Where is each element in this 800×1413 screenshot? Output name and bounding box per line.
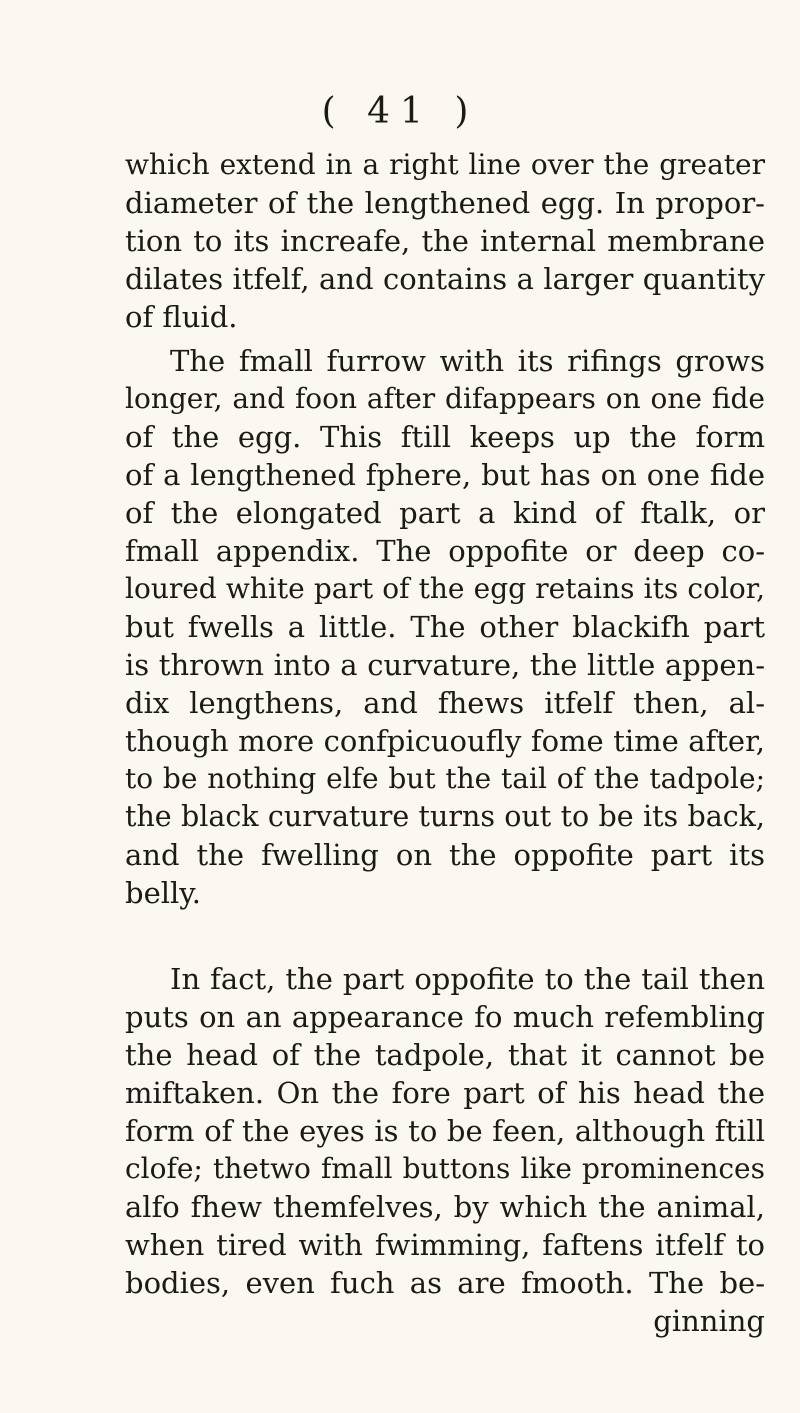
- catchword: ginning: [653, 1304, 765, 1338]
- text-line: longer, and foon after difappears on one fide: [125, 382, 765, 415]
- text-line: of the elongated part a kind of ftalk, or: [125, 496, 765, 530]
- text-line: bodies, even fuch as are fmooth. The be-: [125, 1266, 765, 1300]
- page-number: ( 41 ): [321, 91, 479, 132]
- text-line: to be nothing elfe but the tail of the tadpole;: [125, 762, 765, 795]
- text-line: the black curvature turns out to be its back,: [125, 800, 765, 833]
- text-line: though more confpicuoufly fome time after,: [125, 724, 765, 758]
- text-line: when tired with fwimming, faftens itfelf to: [125, 1228, 765, 1262]
- paragraph-1: [125, 146, 765, 336]
- text-line: miftaken. On the fore part of his head the: [125, 1076, 765, 1110]
- text-line: form of the eyes is to be feen, although ftill: [125, 1114, 765, 1148]
- text-line: clofe; thetwo fmall buttons like prominences: [125, 1152, 765, 1185]
- text-line: and the fwelling on the oppofite part its: [125, 838, 765, 872]
- text-line: of fluid.: [125, 300, 238, 334]
- text-line: but fwells a little. The other blackifh part: [125, 610, 765, 644]
- text-line: tion to its increafe, the internal membrane: [125, 224, 765, 258]
- text-line: The fmall furrow with its rifings grows: [170, 344, 765, 378]
- text-line: of a lengthened fphere, but has on one fide: [125, 458, 765, 492]
- text-line: dilates itfelf, and contains a larger quantity: [125, 262, 765, 296]
- text-line: alfo fhew themfelves, by which the animal,: [125, 1190, 765, 1224]
- text-line: loured white part of the egg retains its color,: [125, 572, 765, 605]
- text-line: is thrown into a curvature, the little appen-: [125, 648, 765, 682]
- text-line: belly.: [125, 876, 202, 910]
- paragraph-3: [125, 960, 765, 1340]
- text-line: dix lengthens, and fhews itfelf then, al-: [125, 686, 765, 720]
- paragraph-2: [125, 342, 765, 912]
- text-line: fmall appendix. The oppofite or deep co-: [125, 534, 765, 568]
- text-line: diameter of the lengthened egg. In propor-: [125, 186, 765, 220]
- text-line: which extend in a right line over the greater: [125, 148, 765, 181]
- text-line: In fact, the part oppofite to the tail then: [170, 962, 765, 996]
- text-line: of the egg. This ftill keeps up the form: [125, 420, 765, 454]
- text-line: puts on an appearance fo much refembling: [125, 1000, 765, 1034]
- text-line: the head of the tadpole, that it cannot be: [125, 1038, 765, 1072]
